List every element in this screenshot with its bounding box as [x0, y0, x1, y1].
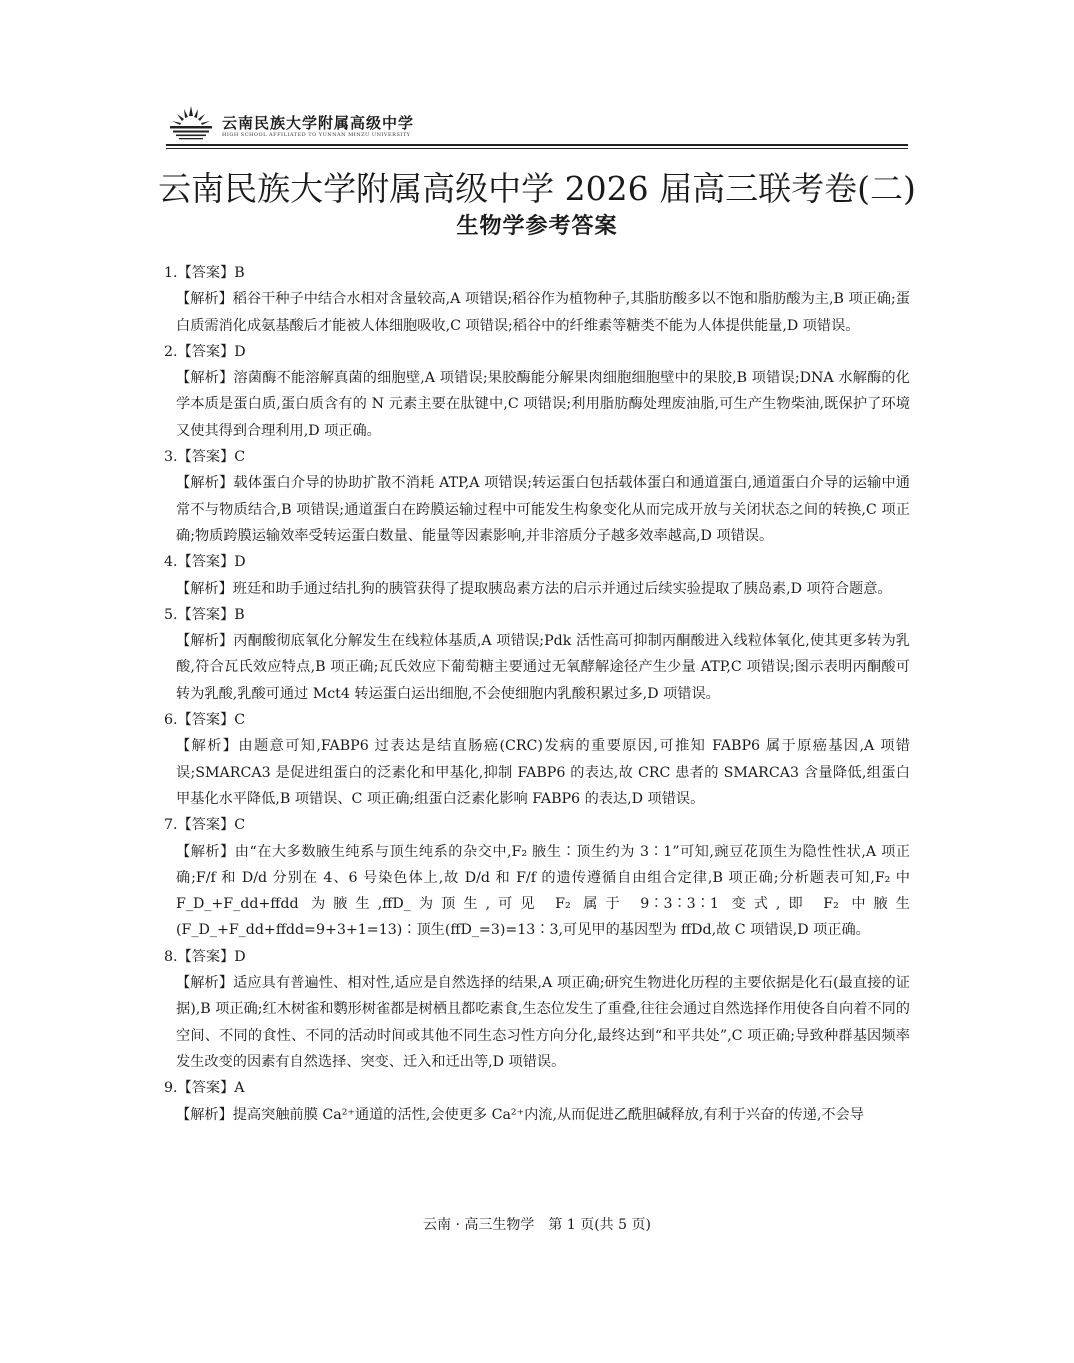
answer-line: 4.【答案】D [164, 554, 246, 571]
school-name-script: 云南民族大学附属高级中学 [222, 114, 415, 132]
question-item [164, 944, 910, 1075]
answer-line: 7.【答案】C [164, 817, 246, 834]
explanation-text: 【解析】载体蛋白介导的协助扩散不消耗 ATP,A 项错误;转运蛋白包括载体蛋白和通道蛋白,通道蛋白介导的运输中通常不与物质结合,B 项错误;通道蛋白在跨膜运输过程中可能发生构象变化从而完成开放与关闭状态之间的转换,C 项正确;物质跨膜运输效率受转运蛋白数量、能量等因素影响,并非溶质分子越多效率越高,D 项错误。 [176, 475, 910, 544]
question-item [164, 444, 910, 549]
answer-line: 1.【答案】B [164, 265, 245, 281]
explanation-text: 【解析】提高突触前膜 Ca²⁺通道的活性,会使更多 Ca²⁺内流,从而促进乙酰胆碱释放,有利于兴奋的传递,不会导 [176, 1106, 864, 1123]
header-rule-thick [166, 144, 908, 146]
explanation-text: 【解析】丙酮酸彻底氧化分解发生在线粒体基质,A 项错误;Pdk 活性高可抑制丙酮酸进入线粒体氧化,使其更多转为乳酸,符合瓦氏效应特点,B 项正确;瓦氏效应下葡萄糖主要通过无氧酵解途径产生少量 ATP,C 项错误;图示表明丙酮酸可转为乳酸,乳酸可通过 Mct4 转运蛋白运出细胞,不会使细胞内乳酸积累过多,D 项错误。 [176, 633, 910, 702]
answer-line: 6.【答案】C [164, 712, 246, 729]
answer-list [164, 260, 910, 1128]
explanation-text: 【解析】溶菌酶不能溶解真菌的细胞壁,A 项错误;果胶酶能分解果肉细胞细胞壁中的果胶,B 项错误;DNA 水解酶的化学本质是蛋白质,蛋白质含有的 N 元素主要在肽键中,C 项错误;利用脂肪酶处理废油脂,可生产生物柴油,既保护了环境又使其得到合理利用,D 项正确。 [176, 370, 910, 439]
question-item [164, 812, 910, 943]
question-item [164, 707, 910, 812]
answer-line: 5.【答案】B [164, 606, 245, 623]
question-item [164, 602, 910, 707]
explanation-text: 【解析】适应具有普遍性、相对性,适应是自然选择的结果,A 项正确;研究生物进化历程的主要依据是化石(最直接的证据),B 项正确;红木树雀和鹦形树雀都是树栖且都吃素食,生态位发生了重叠,往往会通过自然选择作用使各自向着不同的空间、不同的食性、不同的活动时间或其他不同生态习性方向分化,最终达到“和平共处”,C 项正确;导致种群基因频率发生改变的因素有自然选择、突变、迁入和迁出等,D 项错误。 [176, 975, 910, 1070]
question-item [164, 549, 910, 602]
explanation-text: 【解析】由题意可知,FABP6 过表达是结直肠癌(CRC)发病的重要原因,可推知 FABP6 属于原癌基因,A 项错误;SMARCA3 是促进组蛋白的泛素化和甲基化,抑制 FABP6 的表达,故 CRC 患者的 SMARCA3 含量降低,组蛋白甲基化水平降低,B 项错误、C 项正确;组蛋白泛素化影响 FABP6 的表达,D 项错误。 [176, 738, 910, 807]
explanation-text: 【解析】班廷和助手通过结扎狗的胰管获得了提取胰岛素方法的启示并通过后续实验提取了胰岛素,D 项符合题意。 [176, 580, 892, 597]
question-item [164, 260, 910, 339]
page-header [166, 100, 908, 150]
explanation-text: 【解析】稻谷干种子中结合水相对含量较高,A 项错误;稻谷作为植物种子,其脂肪酸多以不饱和脂肪酸为主,B 项正确;蛋白质需消化成氨基酸后才能被人体细胞吸收,C 项错误;稻谷中的纤维素等糖类不能为人体提供能量,D 项错误。 [176, 291, 910, 334]
answer-line: 3.【答案】C [164, 449, 246, 466]
answer-line: 8.【答案】D [164, 948, 246, 965]
explanation-text: 【解析】由“在大多数腋生纯系与顶生纯系的杂交中,F₂ 腋生∶顶生约为 3∶1”可知,豌豆花顶生为隐性性状,A 项正确;F/f 和 D/d 分别在 4、6 号染色体上,故 D/d 和 F/f 的遗传遵循自由组合定律,B 项正确;分析题表可知,F₂ 中 F_D_+F_dd+ffdd 为腋生,ffD_为顶生,可见 F₂ 属于 9∶3∶3∶1 变式,即 F₂ 中腋生(F_D_+F_dd+ffdd=9+3+1=13)∶顶生(ffD_=3)=13∶3,可见甲的基因型为 ffDd,故 C 项错误,D 项正确。 [176, 843, 910, 939]
header-rule-thin [166, 148, 908, 149]
question-item [164, 1075, 910, 1128]
question-item [164, 339, 910, 444]
answer-line: 9.【答案】A [164, 1080, 245, 1097]
school-name-english: HIGH SCHOOL AFFILIATED TO YUNNAN MINZU UNIVERSITY [222, 132, 411, 138]
school-logo-icon [166, 100, 216, 142]
page-title: 云南民族大学附属高级中学 2026 届高三联考卷(二) [158, 169, 916, 208]
answer-line: 2.【答案】D [164, 343, 246, 360]
page-footer: 云南 · 高三生物学 第 1 页(共 5 页) [423, 1217, 651, 1233]
page-subtitle: 生物学参考答案 [456, 214, 618, 239]
